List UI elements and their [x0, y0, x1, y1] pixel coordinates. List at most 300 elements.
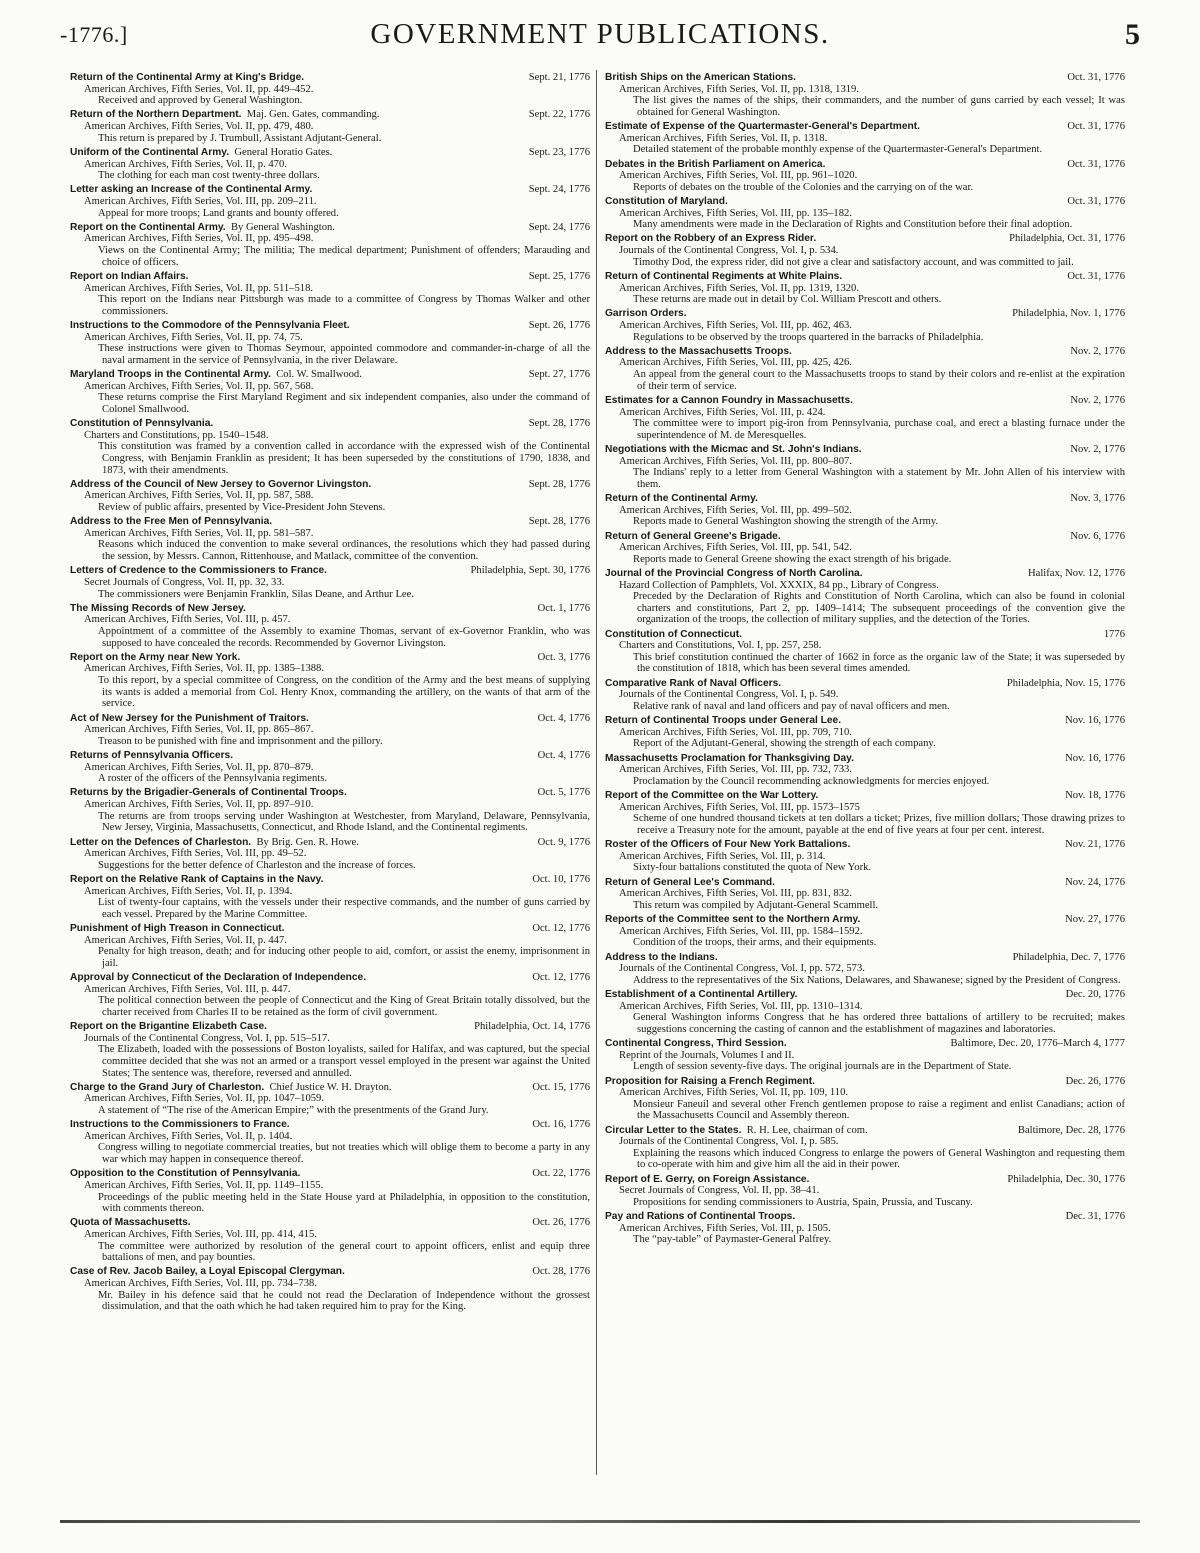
- entry-heading-text: [605, 1211, 795, 1223]
- entry-title: Maryland Troops in the Continental Army.: [70, 369, 271, 381]
- entry-title: Journal of the Provincial Congress of North Carolina.: [605, 568, 863, 579]
- entry-description: The Indians' reply to a letter from General Washington with a statement by Mr. John Allen of his interview with them.: [633, 467, 1125, 490]
- entry-source: American Archives, Fifth Series, Vol. II, p. 447.: [84, 934, 287, 946]
- entry-heading-text: [605, 877, 775, 889]
- catalog-entry: [70, 479, 590, 514]
- entry-date: Sept. 24, 1776: [528, 184, 590, 196]
- entry-heading: [605, 159, 1125, 171]
- entry-source: American Archives, Fifth Series, Vol. II, pp. 511–518.: [84, 282, 314, 294]
- entry-date: Oct. 10, 1776: [532, 873, 590, 885]
- entry-heading: [70, 787, 590, 799]
- entry-source: American Archives, Fifth Series, Vol. II, pp. 109, 110.: [619, 1087, 849, 1099]
- catalog-entry: [70, 1266, 590, 1312]
- entry-source: American Archives, Fifth Series, Vol. III, pp. 462, 463.: [619, 320, 852, 331]
- entry-heading: [605, 629, 1125, 641]
- entry-source: Journals of the Continental Congress, Vol. I, p. 585.: [619, 1136, 839, 1148]
- catalog-entry: [70, 1217, 590, 1263]
- entry-date: Halifax, Nov. 12, 1776: [1028, 568, 1125, 579]
- entry-heading-text: [605, 715, 841, 727]
- catalog-entry: [70, 972, 590, 1018]
- entry-date: Oct. 31, 1776: [1067, 270, 1125, 282]
- entry-description: The clothing for each man cost twenty-three dollars.: [98, 170, 320, 182]
- catalog-entry: [70, 72, 590, 107]
- entry-title: Charge to the Grand Jury of Charleston.: [70, 1081, 265, 1093]
- catalog-entry: [605, 914, 1125, 949]
- catalog-entry: [70, 923, 590, 969]
- entry-description: The committee were authorized by resolution of the general court to appoint officers, enlist and equip three battalions of men, and pay bounties.: [98, 1240, 590, 1264]
- entry-source: American Archives, Fifth Series, Vol. II, p. 470.: [84, 158, 287, 170]
- entry-heading: [605, 308, 1125, 320]
- entry-source: American Archives, Fifth Series, Vol. III, p. 457.: [84, 614, 291, 626]
- entry-heading-text: [70, 147, 332, 159]
- entry-title: Return of the Northern Department.: [70, 109, 242, 121]
- entry-author-note: Col. W. Smallwood.: [276, 369, 362, 381]
- entry-heading: [70, 369, 590, 381]
- entry-title: Address of the Council of New Jersey to Governor Livingston.: [70, 478, 372, 490]
- entry-heading-text: [605, 346, 792, 358]
- catalog-entry: [605, 159, 1125, 194]
- entry-heading: [70, 923, 590, 935]
- entry-description: Propositions for sending commissioners to Austria, Spain, Prussia, and Tuscany.: [633, 1196, 973, 1208]
- entry-title: Opposition to the Constitution of Pennsylvania.: [70, 1168, 301, 1180]
- entry-heading-text: [70, 369, 362, 381]
- entry-heading: [605, 715, 1125, 727]
- entry-description: Reasons which induced the convention to make several ordinances, the resolutions which they had passed during the session, by Messrs. Cannon, Rittenhouse, and Matlack, committee of the convention.: [98, 539, 590, 563]
- entry-heading: [605, 790, 1125, 802]
- entry-description: The political connection between the people of Connecticut and the King of Great Britain totally dissolved, but the charter received from Charles II to be retained as the form of civil government.: [98, 995, 590, 1018]
- entry-date: Sept. 25, 1776: [528, 270, 590, 282]
- entry-date: Baltimore, Dec. 20, 1776–March 4, 1777: [950, 1038, 1125, 1050]
- entry-title: Letter asking an Increase of the Continental Army.: [70, 184, 313, 196]
- entry-heading: [70, 603, 590, 615]
- entry-source: American Archives, Fifth Series, Vol. II, pp. 587, 588.: [84, 490, 314, 502]
- entry-heading-text: [605, 790, 818, 802]
- entry-heading-text: [70, 72, 304, 84]
- entry-description: Regulations to be observed by the troops quartered in the barracks of Philadelphia.: [633, 331, 984, 343]
- entry-heading: [70, 1082, 590, 1094]
- entry-source: American Archives, Fifth Series, Vol. II, pp. 567, 568.: [84, 380, 314, 392]
- catalog-entry: [605, 346, 1125, 392]
- entry-title: Roster of the Officers of Four New York Battalions.: [605, 839, 851, 851]
- entry-description: Reports of debates on the trouble of the Colonies and the carrying on of the war.: [633, 181, 974, 193]
- entry-heading-text: [70, 222, 335, 234]
- entry-description: Address to the representatives of the Six Nations, Delawares, and Shawanese; signed by the President of Congress.: [633, 974, 1121, 986]
- entry-heading-text: [605, 444, 862, 456]
- entry-title: Case of Rev. Jacob Bailey, a Loyal Episcopal Clergyman.: [70, 1266, 345, 1278]
- entry-date: Oct. 9, 1776: [537, 836, 590, 848]
- entry-source: Hazard Collection of Pamphlets, Vol. XXXIX, 84 pp., Library of Congress.: [619, 579, 939, 591]
- entry-heading: [70, 1168, 590, 1180]
- entry-heading: [70, 418, 590, 430]
- entry-title: Report on the Continental Army.: [70, 221, 226, 233]
- page-header: [60, 18, 1140, 60]
- catalog-entry: [605, 678, 1125, 713]
- entry-date: Oct. 28, 1776: [532, 1266, 590, 1278]
- entry-source: American Archives, Fifth Series, Vol. II, pp. 870–879.: [84, 761, 314, 773]
- entry-date: Nov. 2, 1776: [1070, 394, 1125, 406]
- entry-description: Reports made to General Greene showing the exact strength of his brigade.: [633, 553, 952, 565]
- entry-date: Oct. 16, 1776: [532, 1119, 590, 1131]
- entry-title: Report of E. Gerry, on Foreign Assistance.: [605, 1173, 810, 1185]
- entry-heading-text: [70, 1119, 290, 1131]
- catalog-entry: [70, 184, 590, 219]
- entry-heading: [605, 1125, 1125, 1137]
- entry-heading: [605, 72, 1125, 84]
- entry-description: Preceded by the Declaration of Rights and Constitution of North Carolina, which can also be found in colonial charters and constitutions, Part 2, pp. 1409–1414; The subsequent proceedings of the convention give the organization of the troops, the collection of military supplies, and the detection of the Tories.: [633, 591, 1125, 626]
- entry-source: Secret Journals of Congress, Vol. II, pp. 38–41.: [619, 1185, 820, 1197]
- entry-title: Address to the Indians.: [605, 951, 718, 963]
- catalog-entry: [70, 603, 590, 649]
- catalog-entry: [70, 1021, 590, 1079]
- entry-description: Proclamation by the Council recommending acknowledgments for mercies enjoyed.: [633, 775, 990, 787]
- page-number: 5: [1125, 18, 1140, 51]
- entry-description: To this report, by a special committee of Congress, on the condition of the Army and the best means of supplying its wants is added a memorial from Col. Henry Knox, commanding the artillery, on the wants of that arm of the service.: [98, 675, 590, 710]
- entry-date: Nov. 27, 1776: [1065, 914, 1125, 926]
- entry-source: American Archives, Fifth Series, Vol. II, pp. 897–910.: [84, 799, 314, 811]
- entry-source: American Archives, Fifth Series, Vol. II, p. 1318.: [619, 132, 828, 144]
- entry-date: Philadelphia, Dec. 7, 1776: [1012, 951, 1125, 963]
- right-column: [605, 72, 1125, 1482]
- entry-title: Act of New Jersey for the Punishment of Traitors.: [70, 712, 309, 724]
- entry-heading-text: [70, 271, 188, 283]
- entry-description: The Elizabeth, loaded with the possessions of Boston loyalists, sailed for Halifax, and was captured, but the special committee decided that she was not an armed or a transport vessel employed in the present war against the United States; The sentence was, therefore, reversed and annulled.: [98, 1044, 590, 1079]
- entry-source: American Archives, Fifth Series, Vol. II, pp. 449–452.: [84, 83, 314, 95]
- entry-description: These instructions were given to Thomas Seymour, appointed commodore and commander-in-charge of all the naval armament in the service of Pennsylvania, in the river Delaware.: [98, 343, 590, 366]
- entry-title: Garrison Orders.: [605, 308, 687, 320]
- left-column: [70, 72, 590, 1482]
- entry-description: Sixty-four battalions constituted the quota of New York.: [633, 862, 872, 874]
- entry-date: Philadelphia, Oct. 14, 1776: [474, 1021, 590, 1033]
- entry-heading: [605, 271, 1125, 283]
- entry-title: Report on the Brigantine Elizabeth Case.: [70, 1021, 267, 1033]
- catalog-entry: [605, 753, 1125, 788]
- entry-author-note: By General Washington.: [230, 221, 335, 233]
- entry-source: American Archives, Fifth Series, Vol. III, pp. 425, 426.: [619, 357, 852, 369]
- entry-date: Oct. 5, 1776: [537, 787, 590, 799]
- entry-title: Return of Continental Regiments at White Plains.: [605, 270, 843, 282]
- entry-date: Oct. 12, 1776: [532, 972, 590, 984]
- catalog-entry: [605, 395, 1125, 441]
- entry-source: American Archives, Fifth Series, Vol. III, p. 1505.: [619, 1222, 831, 1234]
- entry-title: Pay and Rations of Continental Troops.: [605, 1211, 796, 1223]
- entry-date: Sept. 22, 1776: [528, 109, 590, 121]
- entry-title: Report of the Committee on the War Lottery.: [605, 790, 819, 802]
- entry-description: Length of session seventy-five days. The original journals are in the Department of State.: [633, 1061, 1012, 1073]
- entry-heading-text: [605, 678, 781, 690]
- entry-title: Report on the Army near New York.: [70, 651, 241, 663]
- entry-date: Philadelphia, Nov. 15, 1776: [1006, 677, 1125, 689]
- entry-title: Returns of Pennsylvania Officers.: [70, 749, 234, 761]
- entry-title: Address to the Free Men of Pennsylvania.: [70, 516, 273, 528]
- running-title: GOVERNMENT PUBLICATIONS.: [370, 18, 830, 50]
- catalog-entry: [605, 1125, 1125, 1171]
- entry-title: Instructions to the Commissioners to France.: [70, 1119, 290, 1131]
- entry-heading: [70, 565, 590, 577]
- entry-date: Sept. 26, 1776: [528, 320, 590, 331]
- entry-source: American Archives, Fifth Series, Vol. II, pp. 1047–1059.: [84, 1093, 324, 1105]
- catalog-entry: [605, 531, 1125, 566]
- catalog-entry: [605, 629, 1125, 675]
- entry-description: Monsieur Faneuil and several other French gentlemen propose to raise a regiment and enlist Canadians; action of the Massachusetts Council and Assembly thereon.: [633, 1098, 1125, 1122]
- entry-heading: [70, 222, 590, 234]
- entry-description: This constitution was framed by a convention called in accordance with the expressed wish of the Continental Congress, with Benjamin Franklin as president; It has been superseded by the constitutions of 1790, 1838, and 1873, with their amendments.: [98, 441, 590, 476]
- entry-heading-text: [70, 184, 312, 196]
- entry-source: American Archives, Fifth Series, Vol. II, pp. 479, 480.: [84, 121, 314, 133]
- entry-heading: [605, 1211, 1125, 1223]
- entry-title: Continental Congress, Third Session.: [605, 1038, 787, 1050]
- entry-heading: [605, 531, 1125, 543]
- entry-heading-text: [605, 753, 854, 765]
- entry-description: Suggestions for the better defence of Charleston and the increase of forces.: [98, 859, 416, 871]
- entry-heading: [605, 678, 1125, 690]
- entry-heading-text: [605, 121, 920, 133]
- footer-rule: [60, 1520, 1140, 1523]
- entry-description: Mr. Bailey in his defence said that he could not read the Declaration of Independence without the grossest dissimulation, and that the oath which he had taken required him to pray for the King.: [98, 1289, 590, 1313]
- catalog-entry: [605, 493, 1125, 528]
- entry-title: Circular Letter to the States.: [605, 1124, 742, 1136]
- entry-source: American Archives, Fifth Series, Vol. III, pp. 709, 710.: [619, 726, 852, 738]
- entry-description: Many amendments were made in the Declaration of Rights and Constitution before their final adoption.: [633, 219, 1073, 231]
- entry-title: Estimate of Expense of the Quartermaster-General's Department.: [605, 121, 920, 133]
- entry-description: An appeal from the general court to the Massachusetts troops to stand by their colors and re-enlist at the expiration of their term of service.: [633, 369, 1125, 392]
- catalog-entry: [605, 233, 1125, 268]
- entry-source: American Archives, Fifth Series, Vol. II, pp. 865–867.: [84, 724, 314, 736]
- year-range: -1776.]: [60, 22, 128, 47]
- entry-description: Report of the Adjutant-General, showing the strength of each company.: [633, 738, 936, 750]
- entry-date: Sept. 27, 1776: [528, 369, 590, 381]
- catalog-entry: [605, 308, 1125, 343]
- entry-description: These returns are made out in detail by Col. William Prescott and others.: [633, 294, 942, 306]
- entry-heading-text: [70, 837, 359, 849]
- entry-heading: [605, 914, 1125, 926]
- entry-description: A statement of “The rise of the American Empire;” with the presentments of the Grand Jury.: [98, 1105, 489, 1116]
- entry-heading: [70, 72, 590, 84]
- entry-heading: [605, 753, 1125, 765]
- entry-description: Views on the Continental Army; The militia; The medical department; Punishment of offenders; Marauding and choice of officers.: [98, 245, 590, 268]
- entry-date: Nov. 2, 1776: [1070, 345, 1125, 357]
- entry-title: Return of General Greene's Brigade.: [605, 530, 781, 542]
- entry-description: List of twenty-four captains, with the vessels under their respective commands, and the number of guns carried by each vessel. Prepared by the Marine Committee.: [98, 897, 590, 920]
- entry-heading-text: [70, 874, 323, 886]
- entry-title: Return of the Continental Army at King's Bridge.: [70, 72, 305, 83]
- entry-description: Congress willing to negotiate commercial treaties, but not treaties which will oblige them to become a party in any war which may happen in consequence thereof.: [98, 1142, 590, 1166]
- entry-heading-text: [70, 1168, 300, 1180]
- catalog-entry: [605, 121, 1125, 156]
- entry-heading: [605, 196, 1125, 208]
- entry-title: Massachusetts Proclamation for Thanksgiving Day.: [605, 752, 854, 764]
- entry-title: Letter on the Defences of Charleston.: [70, 836, 252, 848]
- entry-date: Philadelphia, Oct. 31, 1776: [1009, 233, 1125, 245]
- catalog-entry: [605, 877, 1125, 912]
- entry-description: Scheme of one hundred thousand tickets at ten dollars a ticket; Prizes, five million dollars; Those drawing prizes to receive a Treasury note for the amount, payable at the end of five years at four per cent. interest.: [633, 813, 1125, 836]
- entry-heading-text: [605, 1125, 868, 1137]
- entry-source: American Archives, Fifth Series, Vol. III, p. 314.: [619, 850, 826, 862]
- entry-source: American Archives, Fifth Series, Vol. III, pp. 1584–1592.: [619, 925, 863, 937]
- entry-title: Constitution of Connecticut.: [605, 628, 742, 640]
- entry-heading-text: [605, 531, 781, 543]
- entry-title: British Ships on the American Stations.: [605, 72, 796, 83]
- entry-title: Punishment of High Treason in Connecticut.: [70, 923, 285, 935]
- entry-source: American Archives, Fifth Series, Vol. II, p. 1394.: [84, 885, 293, 897]
- entry-description: This return was compiled by Adjutant-General Scammell.: [633, 899, 879, 911]
- entry-description: Timothy Dod, the express rider, did not give a clear and satisfactory account, and was committed to jail.: [633, 256, 1074, 268]
- entry-title: Negotiations with the Micmac and St. John's Indians.: [605, 444, 862, 455]
- entry-heading-text: [70, 603, 246, 615]
- entry-source: American Archives, Fifth Series, Vol. III, pp. 414, 415.: [84, 1229, 317, 1240]
- entry-heading: [70, 1266, 590, 1278]
- entry-heading: [70, 271, 590, 283]
- entry-date: Oct. 4, 1776: [537, 749, 590, 761]
- entry-heading: [605, 877, 1125, 889]
- entry-description: The returns are from troops serving under Washington at Westchester, from Maryland, Delaware, Pennsylvania, New Jersey, Virginia, Massachusetts, Connecticut, and Rhode Island, and the Continental regiments.: [98, 810, 590, 834]
- entry-heading: [70, 750, 590, 762]
- entry-title: Quota of Massachusetts.: [70, 1217, 191, 1229]
- entry-heading-text: [70, 565, 327, 577]
- entry-heading-text: [70, 787, 347, 799]
- catalog-entry: [70, 1168, 590, 1214]
- entry-description: Condition of the troops, their arms, and their equipments.: [633, 937, 877, 949]
- entry-date: Nov. 16, 1776: [1065, 752, 1125, 764]
- entry-date: Nov. 2, 1776: [1070, 444, 1125, 455]
- entry-description: The committee were to import pig-iron from Pennsylvania, purchase coal, and erect a blasting furnace under the superintendence of M. de Meresquelles.: [633, 418, 1125, 441]
- entry-title: Constitution of Pennsylvania.: [70, 418, 214, 430]
- entry-author-note: Maj. Gen. Gates, commanding.: [246, 109, 380, 121]
- entry-title: Letters of Credence to the Commissioners to France.: [70, 565, 328, 577]
- catalog-entry: [70, 713, 590, 748]
- entry-heading: [70, 1119, 590, 1131]
- entry-source: American Archives, Fifth Series, Vol. III, pp. 49–52.: [84, 848, 307, 860]
- entry-date: 1776: [1103, 628, 1125, 640]
- entry-title: Return of the Continental Army.: [605, 493, 758, 505]
- entry-heading-text: [605, 159, 825, 171]
- entry-title: Debates in the British Parliament on America.: [605, 158, 826, 170]
- entry-heading: [605, 395, 1125, 407]
- catalog-entry: [70, 516, 590, 562]
- entry-title: Report on the Relative Rank of Captains in the Navy.: [70, 873, 324, 885]
- catalog-entry: [605, 72, 1125, 118]
- entry-heading-text: [605, 308, 687, 320]
- entry-heading: [605, 444, 1125, 456]
- catalog-entry: [70, 837, 590, 872]
- catalog-entry: [70, 787, 590, 833]
- catalog-entry: [605, 839, 1125, 874]
- catalog-entry: [605, 715, 1125, 750]
- catalog-entry: [605, 1174, 1125, 1209]
- entry-heading: [605, 568, 1125, 580]
- entry-source: Charters and Constitutions, Vol. I, pp. 257, 258.: [619, 640, 822, 652]
- entry-heading-text: [70, 652, 240, 664]
- entry-heading-text: [605, 1174, 809, 1186]
- entry-title: Report on Indian Affairs.: [70, 270, 189, 282]
- entry-description: General Washington informs Congress that he has ordered three battalions of artillery to be recruited; makes suggestions concerning the casting of cannon and the establishment of magazines and laboratories.: [633, 1012, 1125, 1035]
- entry-source: Reprint of the Journals, Volumes I and II.: [619, 1049, 795, 1061]
- entry-heading: [70, 147, 590, 159]
- catalog-entry: [70, 147, 590, 182]
- entry-heading: [605, 1174, 1125, 1186]
- entry-title: Return of General Lee's Command.: [605, 876, 775, 888]
- entry-source: Journals of the Continental Congress, Vol. I, p. 549.: [619, 689, 839, 701]
- entry-description: Detailed statement of the probable monthly expense of the Quartermaster-General's Department.: [633, 144, 1043, 156]
- entry-date: Sept. 23, 1776: [528, 146, 590, 158]
- entry-heading-text: [605, 72, 796, 84]
- entry-source: American Archives, Fifth Series, Vol. III, pp. 1573–1575: [619, 801, 860, 813]
- catalog-entry: [605, 1211, 1125, 1246]
- entry-source: American Archives, Fifth Series, Vol. III, pp. 135–182.: [619, 207, 852, 219]
- entry-heading-text: [70, 713, 309, 725]
- catalog-entry: [605, 568, 1125, 626]
- entry-heading: [605, 121, 1125, 133]
- entry-source: American Archives, Fifth Series, Vol. III, pp. 732, 733.: [619, 764, 852, 776]
- entry-title: Instructions to the Commodore of the Pennsylvania Fleet.: [70, 320, 350, 331]
- entry-heading: [70, 1217, 590, 1229]
- entry-date: Oct. 12, 1776: [532, 923, 590, 935]
- entry-description: These returns comprise the First Maryland Regiment and six independent companies, also under the command of Colonel Smallwood.: [98, 392, 590, 415]
- entry-description: This report on the Indians near Pittsburgh was made to a committee of Congress by Thomas Walker and other commissioners.: [98, 294, 590, 317]
- entry-date: Dec. 26, 1776: [1065, 1075, 1125, 1087]
- entry-description: Explaining the reasons which induced Congress to enlarge the powers of General Washington and requesting them to co-operate with him and give him all the aid in their power.: [633, 1147, 1125, 1171]
- entry-author-note: General Horatio Gates.: [234, 146, 333, 158]
- entry-date: Oct. 4, 1776: [537, 712, 590, 724]
- entry-heading-text: [605, 629, 742, 641]
- entry-heading-text: [70, 320, 350, 332]
- entry-heading-text: [605, 914, 860, 926]
- catalog-entry: [70, 369, 590, 415]
- catalog-entry: [605, 196, 1125, 231]
- entry-source: American Archives, Fifth Series, Vol. III, pp. 831, 832.: [619, 888, 852, 900]
- entry-heading: [70, 972, 590, 984]
- entry-heading-text: [70, 1082, 392, 1094]
- entry-date: Sept. 28, 1776: [528, 418, 590, 430]
- entry-date: Nov. 6, 1776: [1070, 530, 1125, 542]
- catalog-entry: [70, 565, 590, 600]
- entry-heading-text: [605, 196, 728, 208]
- catalog-entry: [70, 1082, 590, 1117]
- entry-heading: [605, 952, 1125, 964]
- entry-description: This return is prepared by J. Trumbull, Assistant Adjutant-General.: [98, 132, 382, 144]
- entry-date: Nov. 18, 1776: [1065, 790, 1125, 802]
- entry-description: Reports made to General Washington showing the strength of the Army.: [633, 516, 939, 528]
- catalog-entry: [70, 222, 590, 268]
- entry-source: American Archives, Fifth Series, Vol. II, p. 1404.: [84, 1130, 293, 1142]
- entry-source: American Archives, Fifth Series, Vol. III, pp. 499–502.: [619, 504, 852, 516]
- entry-heading-text: [70, 109, 379, 121]
- entry-description: A roster of the officers of the Pennsylvania regiments.: [98, 773, 327, 785]
- entry-author-note: R. H. Lee, chairman of com.: [746, 1124, 868, 1136]
- entry-heading-text: [70, 1266, 345, 1278]
- column-divider: [596, 70, 597, 1475]
- entry-heading-text: [70, 1217, 191, 1229]
- entry-author-note: Chief Justice W. H. Drayton.: [269, 1081, 392, 1093]
- entry-heading-text: [605, 395, 853, 407]
- entry-source: American Archives, Fifth Series, Vol. III, pp. 961–1020.: [619, 170, 858, 182]
- entry-source: American Archives, Fifth Series, Vol. III, p. 447.: [84, 983, 291, 995]
- entry-heading-text: [70, 516, 272, 528]
- entry-source: American Archives, Fifth Series, Vol. II, pp. 1319, 1320.: [619, 282, 859, 294]
- entry-date: Oct. 31, 1776: [1067, 121, 1125, 133]
- entry-source: Secret Journals of Congress, Vol. II, pp. 32, 33.: [84, 576, 285, 588]
- entry-description: The “pay-table” of Paymaster-General Palfrey.: [633, 1234, 832, 1246]
- entry-date: Philadelphia, Nov. 1, 1776: [1012, 308, 1125, 320]
- entry-heading: [605, 1076, 1125, 1088]
- entry-description: Treason to be punished with fine and imprisonment and the pillory.: [98, 735, 383, 747]
- catalog-entry: [70, 320, 590, 366]
- catalog-entry: [605, 952, 1125, 987]
- entry-date: Dec. 20, 1776: [1065, 989, 1125, 1001]
- entry-source: American Archives, Fifth Series, Vol. II, pp. 495–498.: [84, 233, 314, 245]
- entry-description: Proceedings of the public meeting held in the State House yard at Philadelphia, in opposition to the constitution, with comments thereon.: [98, 1191, 590, 1215]
- entry-title: Estimates for a Cannon Foundry in Massachusetts.: [605, 394, 853, 406]
- catalog-entry: [605, 989, 1125, 1035]
